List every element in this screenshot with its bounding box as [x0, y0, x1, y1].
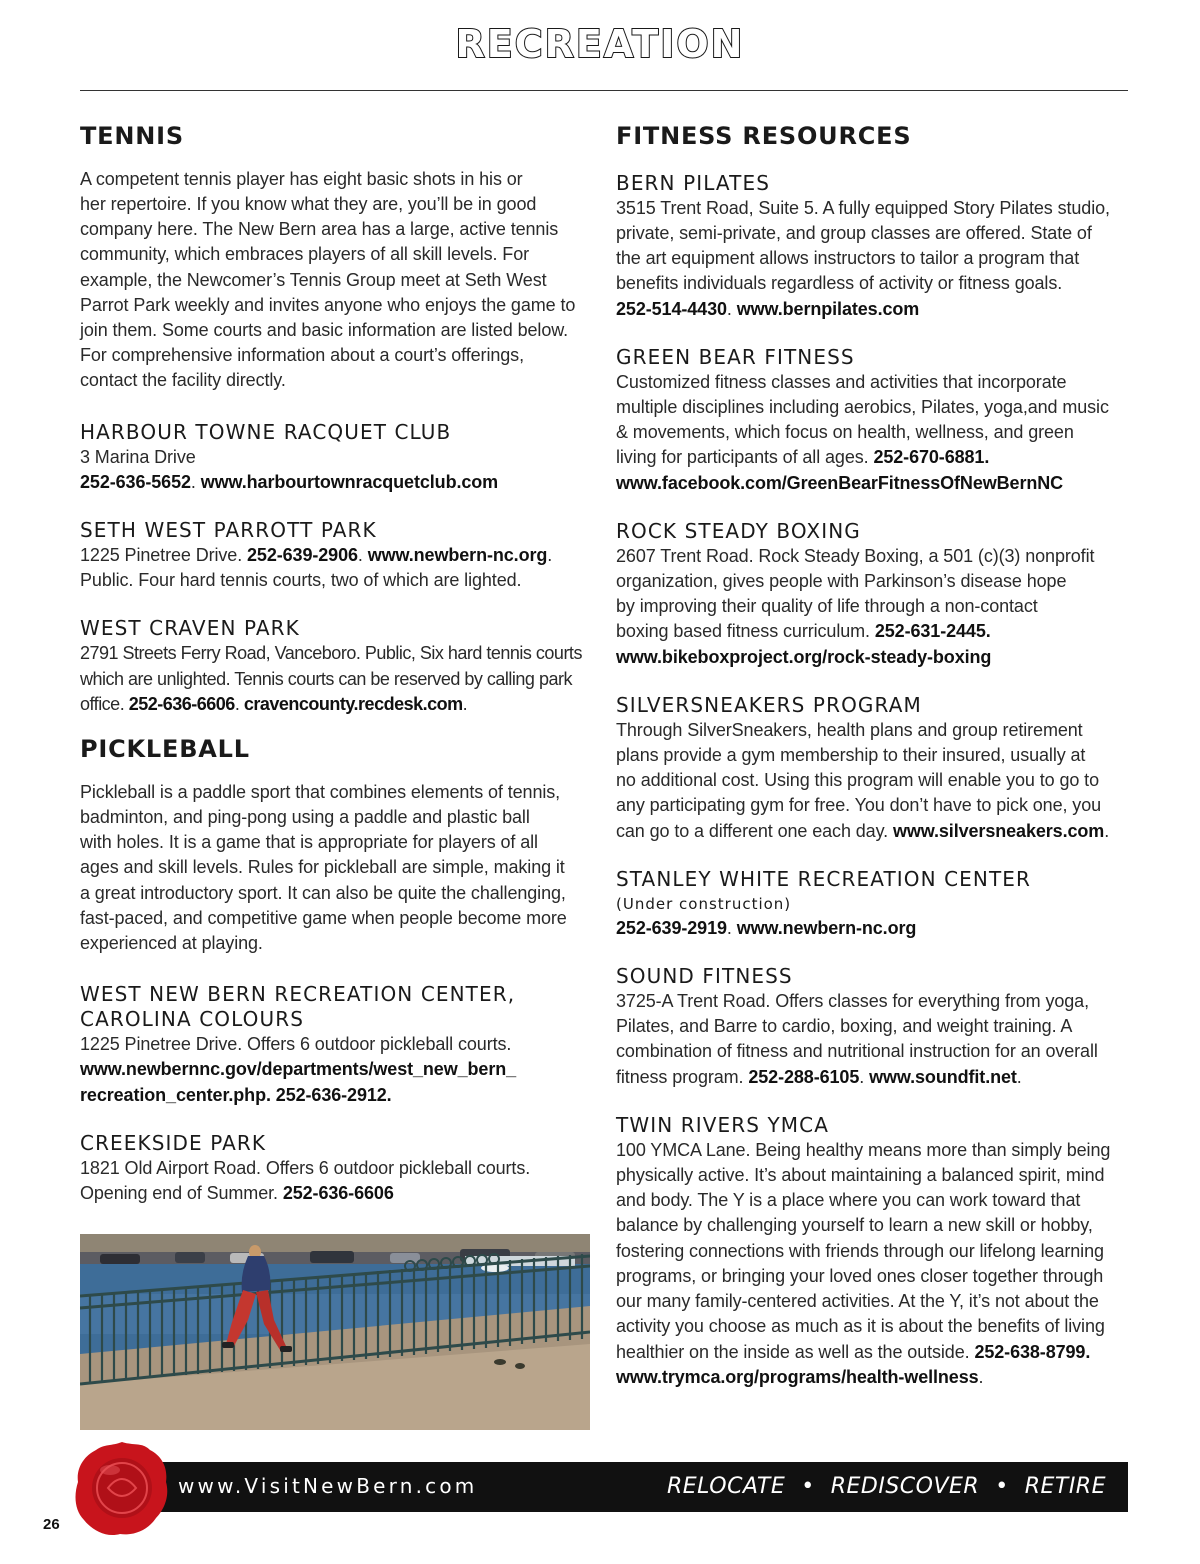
- rock-steady-website-link[interactable]: www.bikeboxproject.org/rock-steady-boxing: [616, 646, 992, 667]
- green-bear-website-link[interactable]: www.facebook.com/GreenBearFitnessOfNewBernNC: [616, 472, 1064, 493]
- creekside-name: CREEKSIDE PARK: [80, 1130, 267, 1155]
- creekside-entry: CREEKSIDE PARK 1821 Old Airport Road. Offers 6 outdoor pickleball courts. Opening end of Summer. 252-636-6606: [80, 1131, 591, 1206]
- creekside-line: 1821 Old Airport Road. Offers 6 outdoor pickleball courts.: [80, 1157, 531, 1178]
- bern-pilates-entry: BERN PILATES 3515 Trent Road, Suite 5. A fully equipped Story Pilates studio, private, semi-private, and group classes are offered. State of the art equipment allows instructors to tailor a program that benefits individuals regardless of activity or fitness goals. 252-514-4430. www.bernpilates.com: [616, 171, 1128, 322]
- runner-waterfront-photo: [80, 1234, 590, 1430]
- seth-west-phone[interactable]: 252-639-2906: [247, 545, 358, 566]
- west-new-bern-phone[interactable]: 252-636-2912.: [275, 1084, 392, 1105]
- page-title: RECREATION: [455, 22, 745, 66]
- west-craven-phone[interactable]: 252-636-6606: [128, 693, 235, 714]
- twin-rivers-ymca-phone[interactable]: 252-638-8799.: [974, 1341, 1091, 1362]
- stanley-white-website-link[interactable]: www.newbern-nc.org: [736, 917, 917, 938]
- green-bear-name: GREEN BEAR FITNESS: [616, 344, 855, 369]
- pickleball-heading: PICKLEBALL: [80, 735, 250, 764]
- creekside-phone[interactable]: 252-636-6606: [282, 1183, 394, 1204]
- harbour-towne-phone[interactable]: 252-636-5652: [80, 471, 191, 492]
- west-new-bern-entry: [80, 982, 591, 1108]
- harbour-towne-address: 3 Marina Drive: [80, 446, 196, 467]
- stanley-white-note: (Under construction): [616, 894, 792, 913]
- twin-rivers-ymca-website-link[interactable]: www.trymca.org/programs/health-wellness: [616, 1366, 979, 1387]
- seth-west-entry: SETH WEST PARROTT PARK 1225 Pinetree Drive. 252-639-2906. www.newbern-nc.org. Public. Four hard tennis courts, two of which are lighted.: [80, 518, 591, 593]
- seth-west-name: SETH WEST PARROTT PARK: [80, 518, 377, 543]
- right-column: [616, 122, 1128, 1413]
- west-new-bern-website-link[interactable]: www.newbernnc.gov/departments/west_new_bern_: [80, 1059, 517, 1080]
- west-new-bern-address: 1225 Pinetree Drive. Offers 6 outdoor pickleball courts.: [80, 1034, 512, 1055]
- sound-fitness-phone[interactable]: 252-288-6105: [748, 1066, 860, 1087]
- fitness-heading: FITNESS RESOURCES: [616, 122, 912, 150]
- harbour-towne-name: HARBOUR TOWNE RACQUET CLUB: [80, 419, 452, 444]
- sound-fitness-entry: SOUND FITNESS 3725-A Trent Road. Offers classes for everything from yoga, Pilates, and Barre to cardio, boxing, and weight training. A combination of fitness and nutritional instruction for an overall fitness program. 252-288-6105. www.soundfit.net.: [616, 964, 1128, 1090]
- west-craven-line: 2791 Streets Ferry Road, Vanceboro. Public, Six hard tennis courts: [80, 643, 582, 664]
- title-divider: [80, 90, 1128, 91]
- bern-pilates-name: BERN PILATES: [616, 170, 771, 195]
- west-craven-line: which are unlighted. Tennis courts can be reserved by calling park: [80, 668, 572, 689]
- stanley-white-phone[interactable]: 252-639-2919: [616, 917, 727, 938]
- harbour-towne-entry: HARBOUR TOWNE RACQUET CLUB 3 Marina Drive 252-636-5652. www.harbourtownracquetclub.com: [80, 420, 591, 495]
- green-bear-entry: GREEN BEAR FITNESS Customized fitness classes and activities that incorporate multiple disciplines including aerobics, Pilates, yoga,and music & movements, which focus on health, wellness, and green living for participants of all ages. 252-670-6881. www.facebook.com/GreenBearFitnessOfNewBernNC: [616, 345, 1128, 496]
- harbour-towne-website-link[interactable]: www.harbourtownracquetclub.com: [200, 471, 499, 492]
- silversneakers-entry: SILVERSNEAKERS PROGRAM Through SilverSneakers, health plans and group retirement plans provide a gym membership to their insured, usually at no additional cost. Using this program will enable you to go to any participating gym for free. You don’t have to pick one, you can go to a different one each day. www.silversneakers.com.: [616, 693, 1128, 844]
- stanley-white-entry: STANLEY WHITE RECREATION CENTER (Under construction) 252-639-2919. www.newbern-nc.org: [616, 867, 1128, 941]
- west-craven-entry: WEST CRAVEN PARK 2791 Streets Ferry Road, Vanceboro. Public, Six hard tennis courts which are unlighted. Tennis courts can be reserved by calling park office. 252-636-6606. cravencounty.recdesk.com.: [80, 616, 591, 717]
- silversneakers-website-link[interactable]: www.silversneakers.com: [892, 820, 1105, 841]
- sound-fitness-name: SOUND FITNESS: [616, 964, 793, 989]
- twin-rivers-ymca-name: TWIN RIVERS YMCA: [616, 1112, 829, 1137]
- tennis-heading: TENNIS: [80, 122, 184, 150]
- left-column: [80, 122, 591, 1229]
- bern-pilates-website-link[interactable]: www.bernpilates.com: [736, 298, 920, 319]
- seth-west-detail: Public. Four hard tennis courts, two of which are lighted.: [80, 570, 522, 591]
- bern-pilates-phone[interactable]: 252-514-4430: [616, 298, 727, 319]
- twin-rivers-ymca-entry: TWIN RIVERS YMCA 100 YMCA Lane. Being healthy means more than simply being physically active. It’s about maintaining a balanced spirit, mind and body. The Y is a place where you can work toward that balance by challenging yourself to learn a new skill or hobby, fostering connections with friends through our lifelong learning programs, or bringing your loved ones closer together through our many family-centered activities. At the Y, it’s not about the activity you choose as much as it is about the benefits of living healthier on the inside as well as the outside. 252-638-8799. www.trymca.org/programs/health-wellness.: [616, 1113, 1128, 1390]
- silversneakers-name: SILVERSNEAKERS PROGRAM: [616, 692, 922, 717]
- wax-seal-icon: [72, 1440, 172, 1538]
- stanley-white-name: STANLEY WHITE RECREATION CENTER: [616, 866, 1032, 891]
- west-new-bern-name: WEST NEW BERN RECREATION CENTER, CAROLINA COLOURS: [80, 982, 516, 1032]
- west-craven-website-link[interactable]: cravencounty.recdesk.com: [243, 693, 463, 714]
- tennis-intro: A competent tennis player has eight basic shots in his or her repertoire. If you know what they are, you’ll be in good company here. The New Bern area has a large, active tennis community, which embraces players of all skill levels. For example, the Newcomer’s Tennis Group meet at Seth West Parrot Park weekly and invites anyone who enjoys the game to join them. Some courts and basic information are listed below. For comprehensive information about a court’s offerings, contact the facility directly.: [80, 168, 576, 391]
- west-craven-name: WEST CRAVEN PARK: [80, 616, 300, 641]
- rock-steady-name: ROCK STEADY BOXING: [616, 518, 861, 543]
- seth-west-website-link[interactable]: www.newbern-nc.org: [367, 545, 548, 566]
- rock-steady-phone[interactable]: 252-631-2445.: [874, 621, 991, 642]
- pickleball-intro: Pickleball is a paddle sport that combines elements of tennis, badminton, and ping-pong using a paddle and plastic ball with holes. It is a game that is appropriate for players of all ages and skill levels. Rules for pickleball are simple, making it a great introductory sport. It can also be quite the challenging, fast-paced, and competitive game when people become more experienced at playing.: [80, 781, 567, 954]
- seth-west-address: 1225 Pinetree Drive.: [80, 545, 243, 566]
- footer-website-link[interactable]: www.VisitNewBern.com: [178, 1474, 478, 1498]
- sound-fitness-website-link[interactable]: www.soundfit.net: [869, 1066, 1017, 1087]
- green-bear-phone[interactable]: 252-670-6881.: [873, 447, 990, 468]
- footer-tagline: RELOCATE • REDISCOVER • RETIRE: [666, 1474, 1106, 1499]
- page-number: 26: [43, 1516, 60, 1533]
- west-new-bern-website-link-cont[interactable]: recreation_center.php.: [80, 1084, 271, 1105]
- rock-steady-entry: ROCK STEADY BOXING 2607 Trent Road. Rock Steady Boxing, a 501 (c)(3) nonprofit organization, gives people with Parkinson’s disease hope by improving their quality of life through a non-contact boxing based fitness curriculum. 252-631-2445. www.bikeboxproject.org/rock-steady-boxing: [616, 519, 1128, 670]
